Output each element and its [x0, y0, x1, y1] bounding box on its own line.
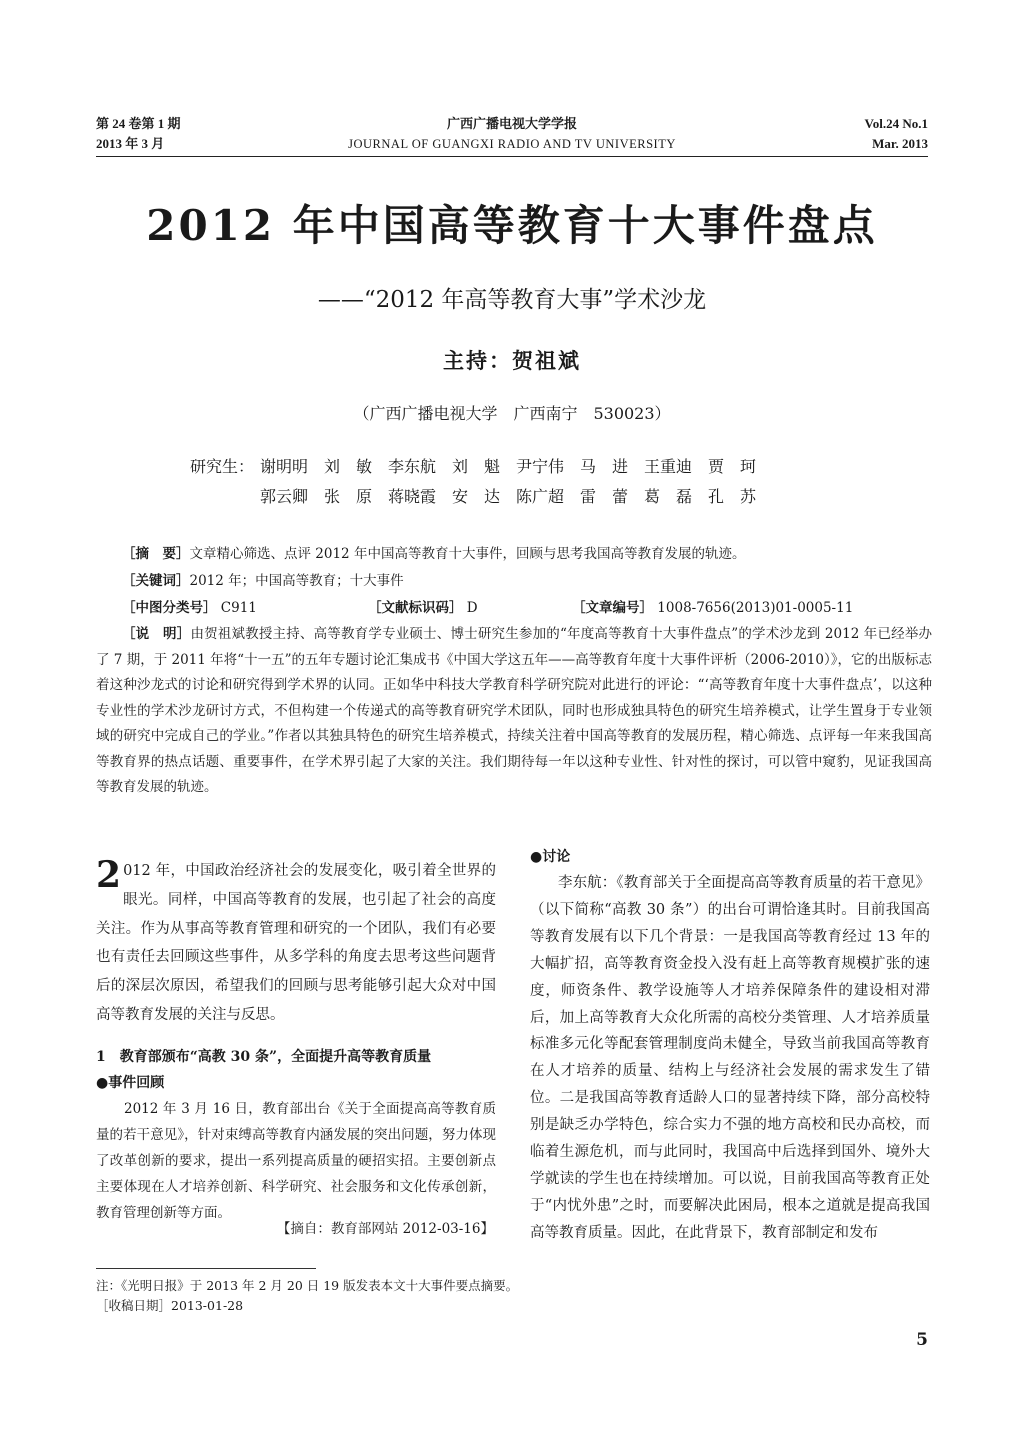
journal-name-en: JOURNAL OF GUANGXI RADIO AND TV UNIVERSITY — [348, 137, 676, 151]
issue-date: 2013 年 3 月 — [96, 136, 165, 151]
discussion-text: 李东航：《教育部关于全面提高高等教育质量的若干意见》（以下简称“高教 30 条”）的出台可谓恰逢其时。目前我国高等教育发展有以下几个背景：一是我国高等教育经过 13 年的大幅扩招，高等教育资金投入没有赶上高等教育规模扩张的速度，师资条件、教学设施等人才培养保障条件的建设相对滞后，加上高等教育大众化所需的高校分类管理、人才培养质量标准多元化等配套管理制度尚未健全，导致当前我国高等教育在人才培养的质量、结构上与经济社会发展的需求发生了错位。二是我国高等教育适龄人口的显著持续下降，部分高校特别是缺乏办学特色，综合实力不强的地方高校和民办高校，而临着生源危机，而与此同时，我国高中后选择到国外、境外大学就读的学生也在持续增加。可以说，目前我国高等教育正处于“内忧外患”之时，而要解决此困局，根本之道就是提高我国高等教育质量。因此，在此背景下，教育部制定和发布 — [530, 875, 930, 1241]
keywords-text: 2012 年；中国高等教育；十大事件 — [189, 573, 404, 589]
drop-cap: 2 — [96, 854, 122, 896]
article-no-value: 1008-7656(2013)01-0005-11 — [657, 600, 854, 616]
abstract — [122, 541, 932, 568]
volume-en: Vol.24 No.1 — [864, 116, 928, 131]
keywords — [122, 568, 932, 595]
event-review-text: 2012 年 3 月 16 日，教育部出台《关于全面提高高等教育质量的若干意见》，针对束缚高等教育内涵发展的突出问题，努力体现了改革创新的要求，提出一系列提高质量的硬招实招。主要创新点主要体现在人才培养创新、科学研究、社会服务和文化传承创新，教育管理创新等方面。 — [96, 1101, 496, 1221]
event-source: 【摘自：教育部网站 2012-03-16】 — [276, 1221, 494, 1237]
affiliation: （广西广播电视大学 广西南宁 530023） — [353, 404, 671, 423]
article-title: 2012 年中国高等教育十大事件盘点 — [146, 201, 878, 250]
students-names-2: 郭云卿 张 原 蒋晓霞 安 达 陈广超 雷 蕾 葛 磊 孔 苏 — [260, 487, 757, 506]
footnotes — [96, 1276, 518, 1316]
doc-value: D — [466, 600, 478, 616]
article-subtitle: ——“2012 年高等教育大事”学术沙龙 — [317, 287, 707, 313]
explanation-note — [96, 622, 932, 801]
volume-issue: 第 24 卷第 1 期 — [96, 116, 181, 131]
journal-name — [300, 114, 724, 154]
section-1-heading: 1 教育部颁布“高教 30 条”，全面提升高等教育质量 — [96, 1049, 432, 1065]
article-number — [572, 595, 853, 622]
students-names-1: 谢明明 刘 敏 李东航 刘 魁 尹宁伟 马 进 王重迪 贾 珂 — [260, 457, 757, 476]
clc-code — [122, 600, 257, 616]
discussion-heading: ●讨论 — [530, 849, 571, 865]
clc-value: C911 — [220, 600, 257, 616]
journal-issue — [96, 114, 181, 154]
note-text: 由贺祖斌教授主持、高等教育学专业硕士、博士研究生参加的“年度高等教育十大事件盘点”的学术沙龙到 2012 年已经举办了 7 期，于 2011 年将“十一五”的五年专题讨论汇集成书《中国大学这五年——高等教育年度十大事件评析（2006-2010）》，它的出版标志着这种沙龙式的讨论和研究得到学术界的认同。正如华中科技大学教育科学研究院对此进行的评论：“‘高等教育年度十大事件盘点’，以这种专业性的学术沙龙研讨方式，不但构建一个传递式的高等教育研究学术团队，同时也形成独具特色的研究生培养模式，让学生置身于专业领域的研究中完成自己的学业。”作者以其独具特色的研究生培养模式，持续关注着中国高等教育的发展历程，精心筛选、点评每一年来我国高等教育界的热点话题、重要事件，在学术界引起了大家的关注。我们期待每一年以这种专业性、针对性的探讨，可以管中窥豹，见证我国高等教育发展的轨迹。 — [96, 626, 933, 795]
keywords-label: ［关键词］ — [122, 573, 190, 589]
abstract-text: 文章精心筛选、点评 2012 年中国高等教育十大事件，回顾与思考我国高等教育发展的轨迹。 — [189, 546, 746, 562]
footnote-rule — [96, 1268, 316, 1269]
article-no-label: ［文章编号］ — [572, 600, 653, 616]
students-label: 研究生： — [190, 457, 255, 476]
clc-label: ［中图分类号］ — [122, 600, 217, 616]
header-rule — [96, 156, 928, 157]
date-en: Mar. 2013 — [872, 136, 928, 151]
doc-label: ［文献标识码］ — [368, 600, 463, 616]
received-date: ［收稿日期］2013-01-28 — [96, 1298, 244, 1313]
abstract-label: ［摘 要］ — [122, 546, 190, 562]
student-row-1 — [190, 452, 756, 482]
article-host: 主持：贺祖斌 — [443, 348, 581, 373]
intro-text: 012 年，中国政治经济社会的发展变化，吸引着全世界的眼光。同样，中国高等教育的发展，也引起了社会的高度关注。作为从事高等教育管理和研究的一个团队，我们有必要也有责任去回顾这些事件，从多学科的角度去思考这些问题背后的深层次原因，希望我们的回顾与思考能够引起大众对中国高等教育发展的关注与反思。 — [96, 863, 496, 1023]
journal-volume-en — [865, 114, 928, 154]
intro-paragraph — [96, 854, 496, 1030]
journal-name-cn: 广西广播电视大学学报 — [446, 116, 577, 131]
event-review-heading: ●事件回顾 — [96, 1075, 165, 1091]
classification — [122, 595, 932, 622]
page-number: 5 — [916, 1330, 928, 1350]
doc-code — [368, 595, 478, 622]
footnote-note: 注：《光明日报》于 2013 年 2 月 20 日 19 版发表本文十大事件要点摘要。 — [96, 1278, 519, 1293]
student-list — [190, 452, 756, 512]
note-label: ［说 明］ — [122, 626, 191, 642]
